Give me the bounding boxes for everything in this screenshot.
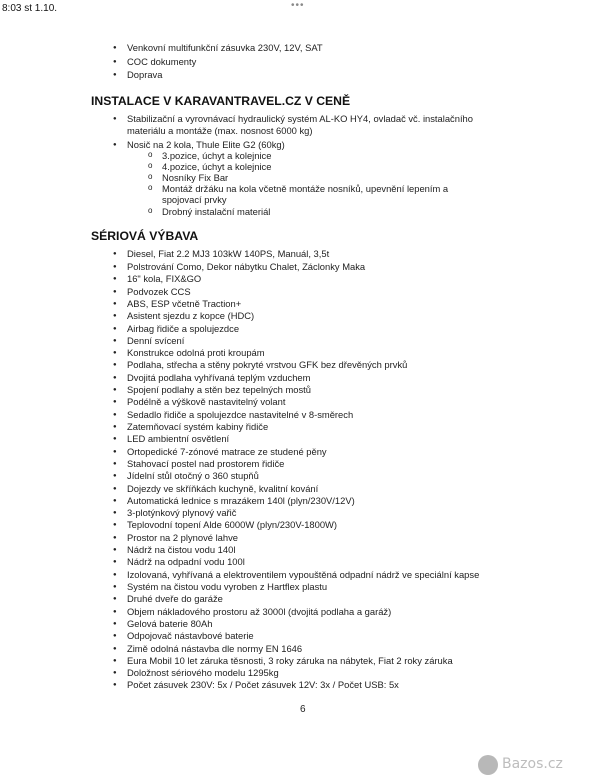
intro-item: ● COC dokumenty <box>127 56 196 68</box>
serial-item: ● Doložnost sériového modelu 1295kg <box>127 667 279 679</box>
serial-item: ● Asistent sjezdu z kopce (HDC) <box>127 310 254 322</box>
serial-item: ● Stahovací postel nad prostorem řidiče <box>127 458 284 470</box>
install-sub-item: o Drobný instalační materiál <box>162 206 270 218</box>
serial-item: ● Jídelní stůl otočný o 360 stupňů <box>127 470 259 482</box>
serial-item: ● Zimě odolná nástavba dle normy EN 1646 <box>127 643 302 655</box>
serial-item: ● Nádrž na odpadní vodu 100l <box>127 556 245 568</box>
serial-item: ● Objem nákladového prostoru až 3000l (dvojitá podlaha a garáž) <box>127 606 391 618</box>
serial-item: ● Sedadlo řidiče a spolujezdce nastavitelné v 8-směrech <box>127 409 353 421</box>
install-sub-item: o 3.pozice, úchyt a kolejnice <box>162 150 271 162</box>
status-time: 8:03 st 1.10. <box>2 3 58 14</box>
install-item: ● Stabilizační a vyrovnávací hydraulický systém AL-KO HY4, ovladač vč. instalačního <box>127 113 473 125</box>
serial-item: ● Podvozek CCS <box>127 286 191 298</box>
serial-item: ● Izolovaná, vyhřívaná a elektroventilem vypouštěná odpadní nádrž ve speciální kapse <box>127 569 479 581</box>
serial-item: ● Podlaha, střecha a stěny pokryté vrstvou GFK bez dřevěných prvků <box>127 359 407 371</box>
serial-item: ● Ortopedické 7-zónové matrace ze studené pěny <box>127 446 327 458</box>
serial-item: ● 16" kola, FIX&GO <box>127 273 201 285</box>
section-heading-serial: SÉRIOVÁ VÝBAVA <box>91 229 199 243</box>
serial-item: ● LED ambientní osvětlení <box>127 433 229 445</box>
install-item: ● Nosič na 2 kola, Thule Elite G2 (60kg) <box>127 139 285 151</box>
serial-item: ● Konstrukce odolná proti kroupám <box>127 347 265 359</box>
install-sub-item-continuation: spojovací prvky <box>162 194 227 205</box>
page-number: 6 <box>300 704 306 715</box>
serial-item: ● Podélně a výškově nastavitelný volant <box>127 396 285 408</box>
serial-item: ● Polstrování Como, Dekor nábytku Chalet, Záclonky Maka <box>127 261 365 273</box>
install-sub-item: o Montáž držáku na kola včetně montáže nosníků, upevnění lepením a <box>162 183 448 195</box>
serial-item: ● Airbag řidiče a spolujezdce <box>127 323 239 335</box>
serial-item: ● Denní svícení <box>127 335 184 347</box>
section-heading-installation: INSTALACE V KARAVANTRAVEL.CZ V CENĚ <box>91 94 351 108</box>
serial-item: ● Dvojitá podlaha vyhřívaná teplým vzduchem <box>127 372 310 384</box>
serial-item: ● Spojení podlahy a stěn bez tepelných mostů <box>127 384 311 396</box>
serial-item: ● Odpojovač nástavbové baterie <box>127 630 254 642</box>
install-item-continuation: materiálu a montáže (max. nosnost 6000 kg) <box>127 125 313 136</box>
serial-item: ● Gelová baterie 80Ah <box>127 618 212 630</box>
install-sub-item: o 4.pozice, úchyt a kolejnice <box>162 161 271 173</box>
serial-item: ● 3-plotýnkový plynový vařič <box>127 507 236 519</box>
serial-item: ● Teplovodní topení Alde 6000W (plyn/230V-1800W) <box>127 519 337 531</box>
serial-item: ● Eura Mobil 10 let záruka těsnosti, 3 roky záruka na nábytek, Fiat 2 roky záruka <box>127 655 453 667</box>
serial-item: ● Počet zásuvek 230V: 5x / Počet zásuvek 12V: 3x / Počet USB: 5x <box>127 679 399 691</box>
serial-item: ● Systém na čistou vodu vyroben z Hartflex plastu <box>127 581 327 593</box>
watermark-text: Bazos.cz <box>502 756 563 772</box>
serial-item: ● Druhé dveře do garáže <box>127 593 223 605</box>
install-sub-item: o Nosníky Fix Bar <box>162 172 228 184</box>
serial-item: ● Zatemňovací systém kabiny řidiče <box>127 421 268 433</box>
serial-item: ● Nádrž na čistou vodu 140l <box>127 544 235 556</box>
intro-item: ● Doprava <box>127 69 162 81</box>
serial-item: ● Automatická lednice s mrazákem 140l (plyn/230V/12V) <box>127 495 355 507</box>
more-dots-icon[interactable]: ••• <box>291 0 305 11</box>
intro-item: ● Venkovní multifunkční zásuvka 230V, 12V, SAT <box>127 42 323 54</box>
serial-item: ● Dojezdy ve skříňkách kuchyně, kvalitní kování <box>127 483 318 495</box>
watermark-logo-icon <box>478 755 498 775</box>
serial-item: ● Diesel, Fiat 2.2 MJ3 103kW 140PS, Manuál, 3,5t <box>127 248 329 260</box>
serial-item: ● ABS, ESP včetně Traction+ <box>127 298 241 310</box>
serial-item: ● Prostor na 2 plynové lahve <box>127 532 238 544</box>
